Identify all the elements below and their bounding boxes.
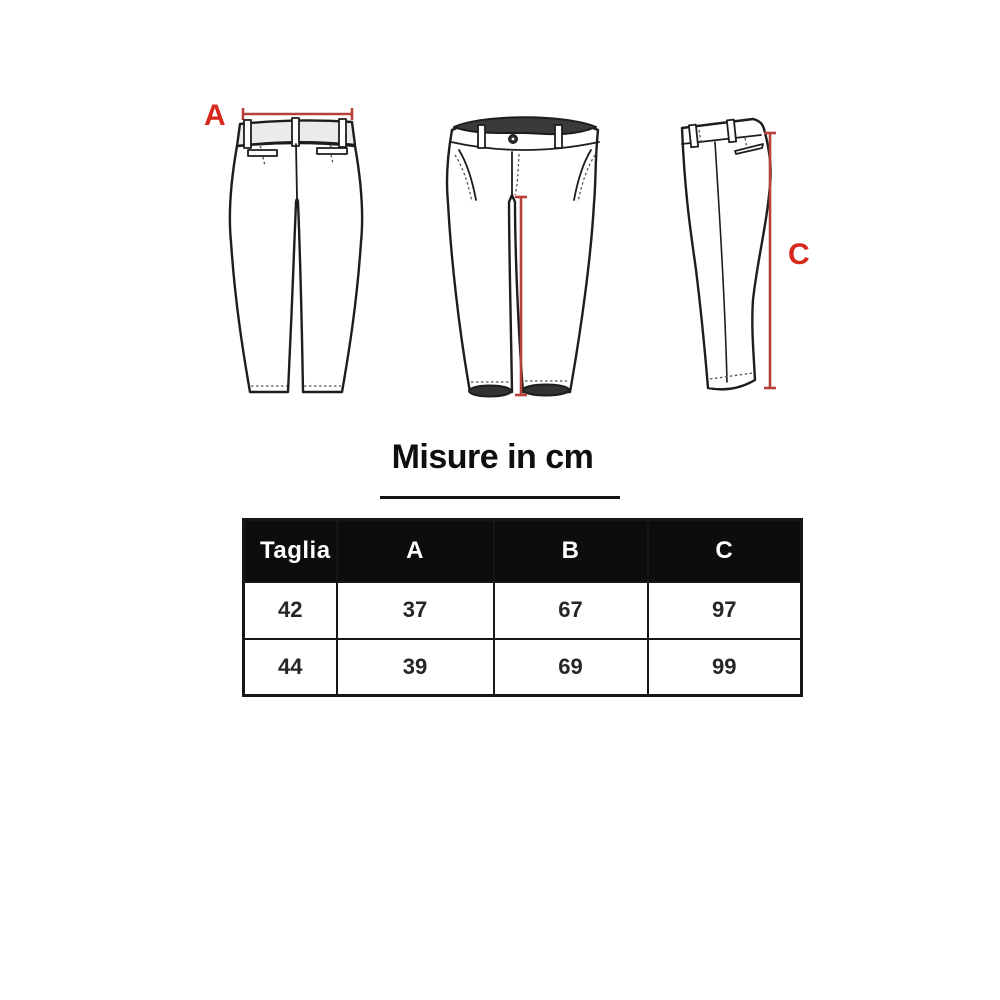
page-title: Misure in cm [391, 438, 594, 476]
size-row-42 [244, 582, 802, 639]
pants-front-outline [447, 117, 599, 396]
cell-measure-b: 67 [494, 582, 648, 639]
measure-label-c: C [788, 238, 810, 271]
measure-label-a: A [204, 99, 226, 132]
pants-front-view-diagram [445, 108, 605, 408]
cell-measure-a: 37 [337, 582, 494, 639]
cell-size: 44 [244, 639, 337, 696]
header-cell-b: B [494, 520, 648, 582]
header-cell-a: A [337, 520, 494, 582]
title-divider [380, 496, 620, 499]
cell-measure-c: 99 [648, 639, 802, 696]
cell-measure-c: 97 [648, 582, 802, 639]
header-cell-taglia: Taglia [244, 520, 337, 582]
pants-back-outline [230, 118, 362, 392]
cell-size: 42 [244, 582, 337, 639]
pants-side-view-diagram [665, 112, 790, 402]
size-table-header-row [244, 520, 802, 582]
cell-measure-b: 69 [494, 639, 648, 696]
cell-measure-a: 39 [337, 639, 494, 696]
header-cell-c: C [648, 520, 802, 582]
pants-side-outline [682, 119, 771, 389]
pants-back-view-diagram [225, 100, 370, 405]
size-row-44 [244, 639, 802, 696]
size-table [242, 518, 803, 697]
